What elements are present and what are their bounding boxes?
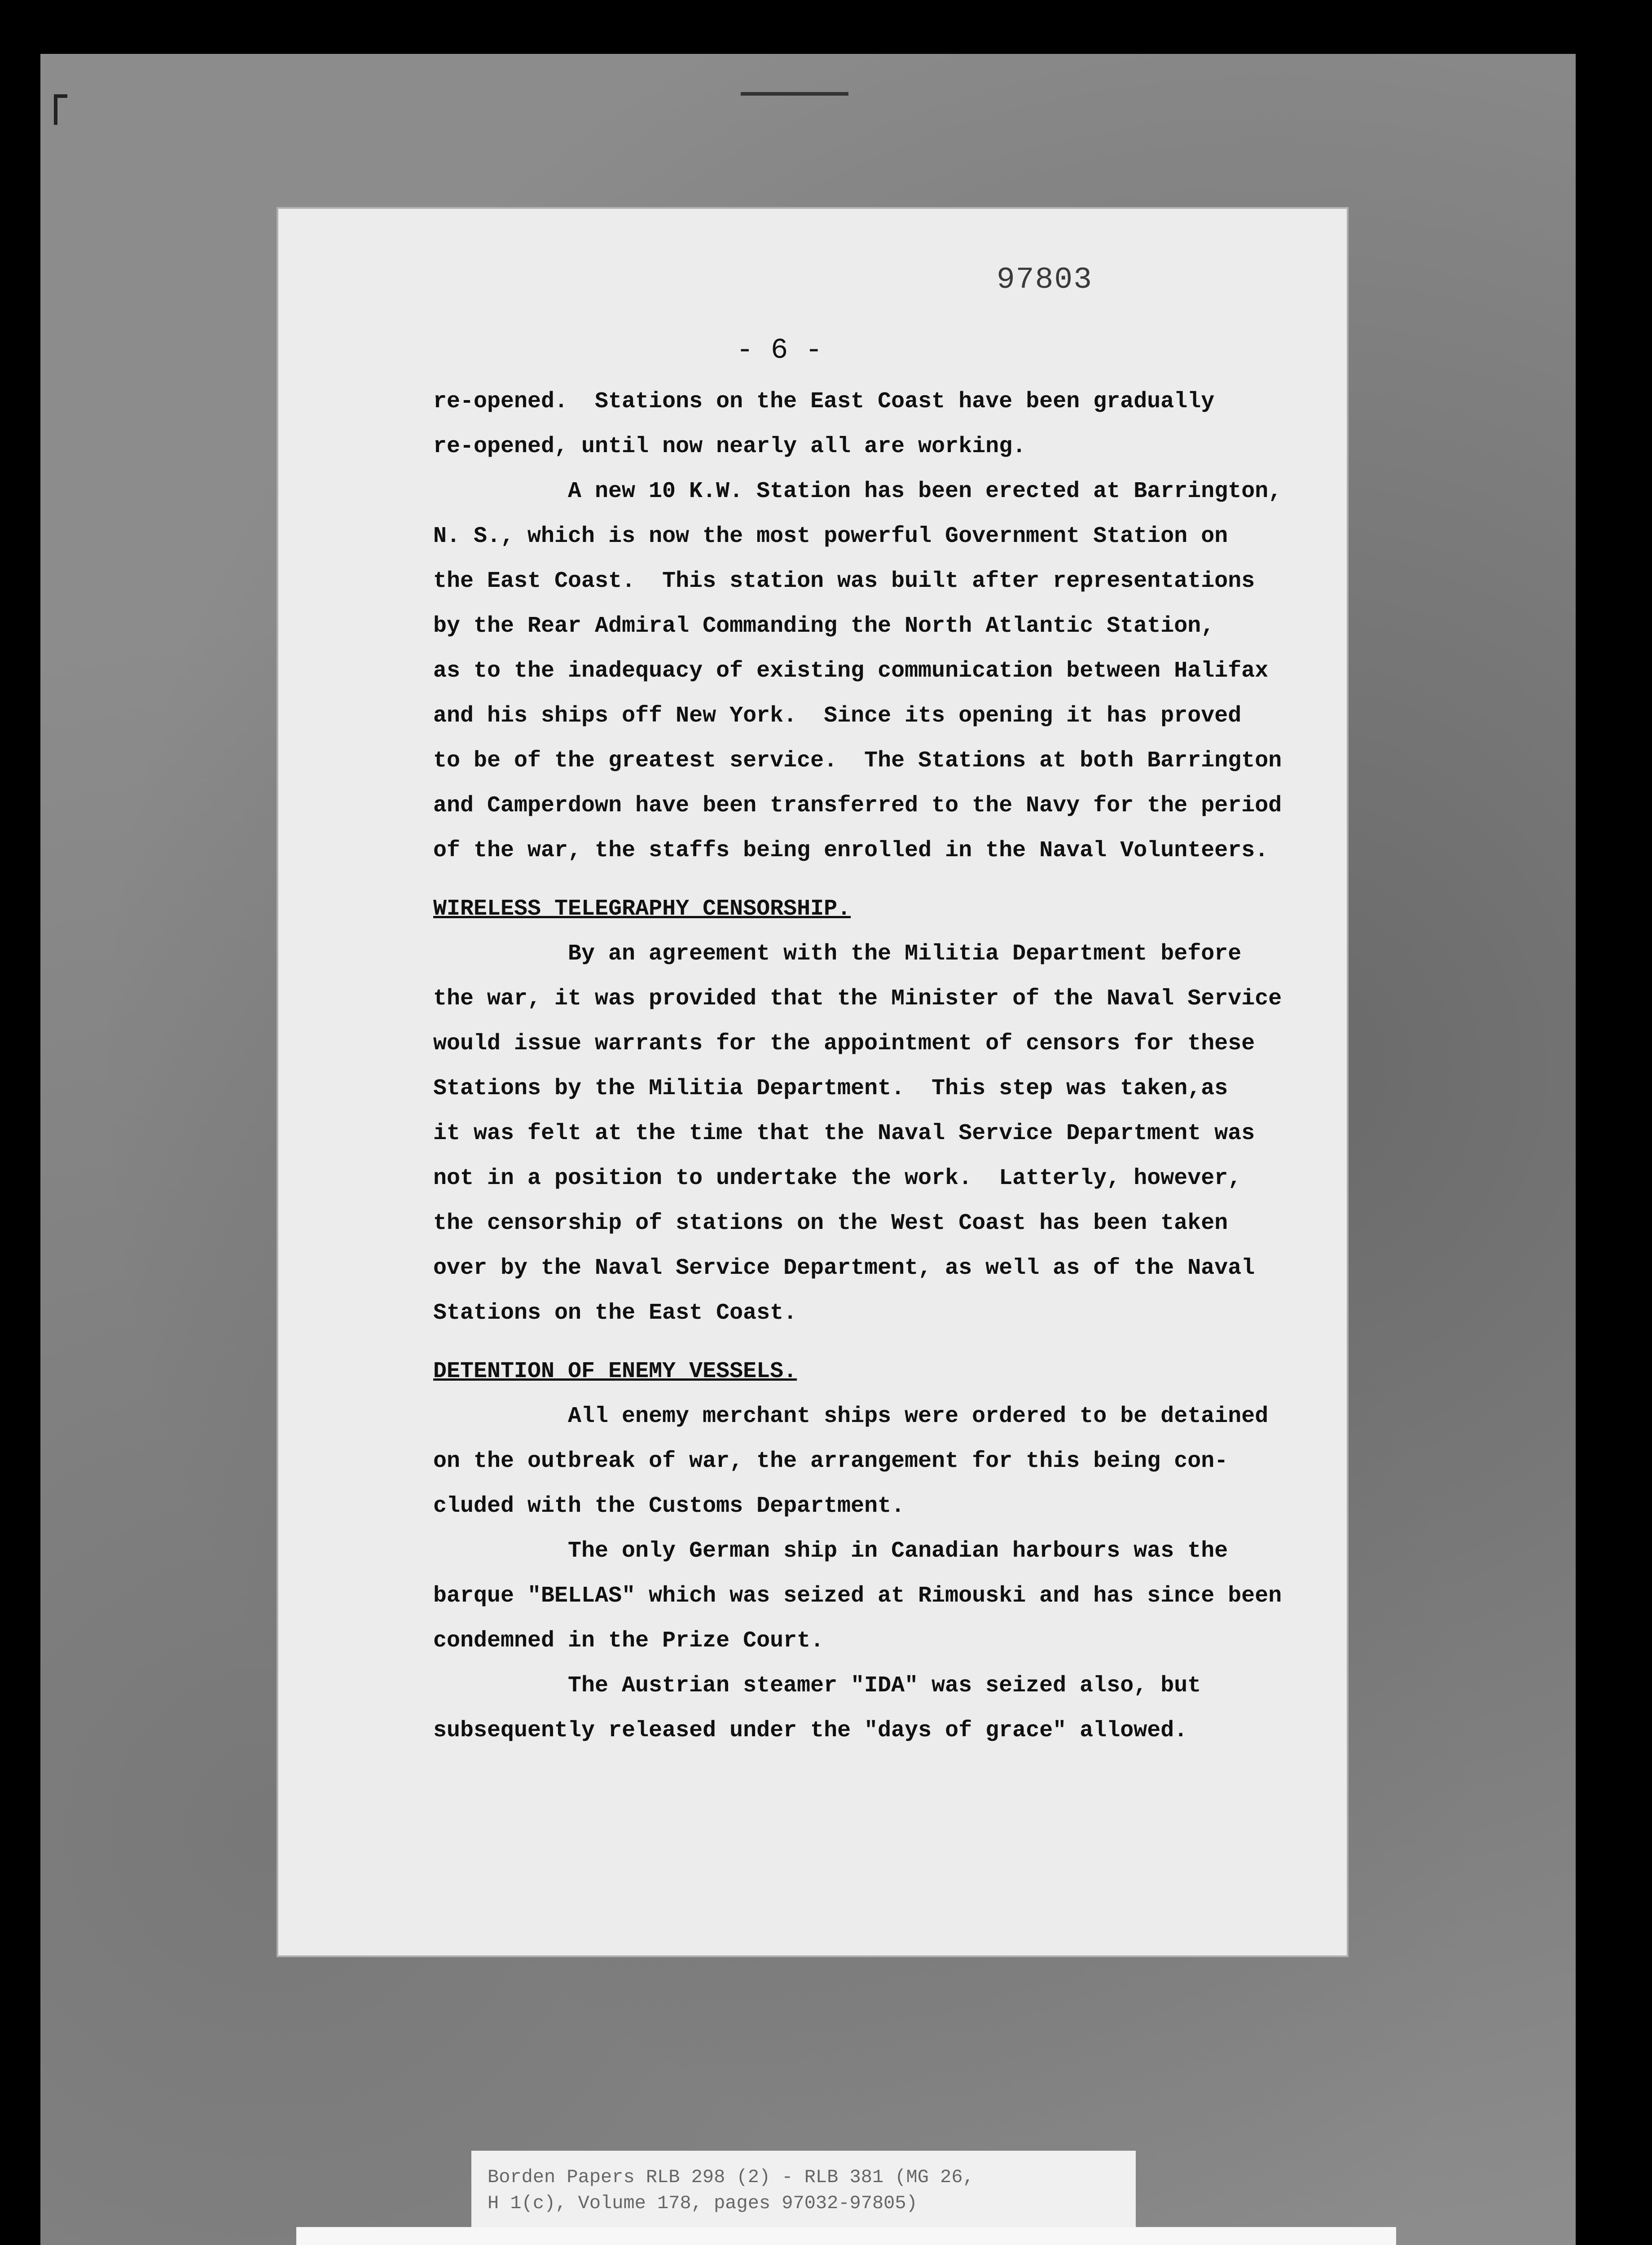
text-line: the censorship of stations on the West Coast has been taken <box>433 1211 1228 1236</box>
text-line: A new 10 K.W. Station has been erected at Barrington, <box>568 479 1282 504</box>
label-line-1: Borden Papers RLB 298 (2) - RLB 381 (MG 26, <box>488 2166 974 2188</box>
corner-crop-mark <box>54 94 67 125</box>
text-line: to be of the greatest service. The Stations at both Barrington <box>433 748 1282 774</box>
text-line: the East Coast. This station was built after representations <box>433 568 1255 594</box>
text-line: N. S., which is now the most powerful Government Station on <box>433 524 1228 549</box>
document-body <box>433 379 1331 1753</box>
text-line: the war, it was provided that the Minister of the Naval Service <box>433 986 1282 1012</box>
text-line: condemned in the Prize Court. <box>433 1628 824 1654</box>
label-line-2: H 1(c), Volume 178, pages 97032-97805) <box>488 2192 918 2214</box>
text-line: barque "BELLAS" which was seized at Rimouski and has since been <box>433 1583 1282 1609</box>
text-line: Stations by the Militia Department. This step was taken,as <box>433 1076 1228 1101</box>
text-line: Stations on the East Coast. <box>433 1300 797 1326</box>
text-line: The only German ship in Canadian harbours was the <box>568 1538 1228 1564</box>
archive-stamp-number: 97803 <box>997 263 1093 297</box>
text-line: All enemy merchant ships were ordered to be detained <box>568 1404 1269 1429</box>
text-line: would issue warrants for the appointment of censors for these <box>433 1031 1255 1056</box>
section-heading: WIRELESS TELEGRAPHY CENSORSHIP. <box>433 896 851 922</box>
text-line: as to the inadequacy of existing communication between Halifax <box>433 658 1269 684</box>
text-line: by the Rear Admiral Commanding the North Atlantic Station, <box>433 613 1215 639</box>
text-line: on the outbreak of war, the arrangement for this being con- <box>433 1448 1228 1474</box>
text-line: subsequently released under the "days of grace" allowed. <box>433 1718 1188 1743</box>
text-line: and his ships off New York. Since its opening it has proved <box>433 703 1242 729</box>
reference-label-slip <box>471 2151 1136 2236</box>
page-number: - 6 - <box>736 335 823 367</box>
frame-top-mark <box>741 92 848 96</box>
text-line: and Camperdown have been transferred to the Navy for the period <box>433 793 1282 819</box>
text-line: The Austrian steamer "IDA" was seized also, but <box>568 1673 1201 1699</box>
text-line: over by the Naval Service Department, as well as of the Naval <box>433 1255 1255 1281</box>
text-line: re-opened, until now nearly all are working. <box>433 434 1026 459</box>
text-line: of the war, the staffs being enrolled in the Naval Volunteers. <box>433 838 1269 863</box>
text-line: cluded with the Customs Department. <box>433 1493 905 1519</box>
section-heading: DETENTION OF ENEMY VESSELS. <box>433 1359 797 1384</box>
text-line: not in a position to undertake the work. Latterly, however, <box>433 1166 1242 1191</box>
text-line: By an agreement with the Militia Department before <box>568 941 1242 967</box>
archive-card <box>296 2227 1396 2245</box>
text-line: it was felt at the time that the Naval Service Department was <box>433 1121 1255 1146</box>
text-line: re-opened. Stations on the East Coast have been gradually <box>433 389 1215 414</box>
